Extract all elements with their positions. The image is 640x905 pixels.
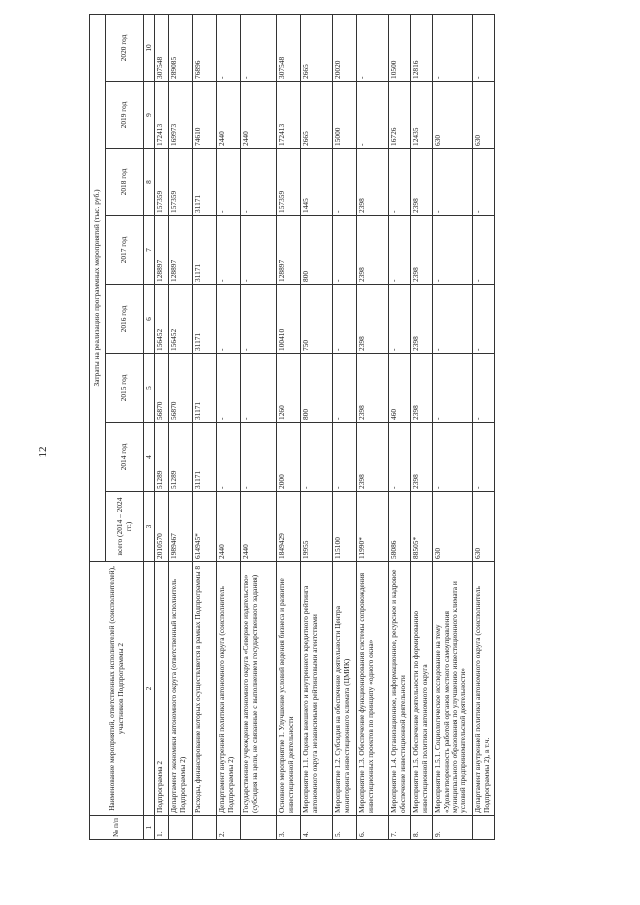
row-year-value: 172413 bbox=[155, 82, 169, 149]
table-row bbox=[241, 14, 277, 839]
row-total-value: 58086 bbox=[389, 492, 411, 562]
row-year-value: 630 bbox=[473, 82, 495, 149]
row-year-value: 1445 bbox=[301, 149, 333, 216]
row-number: 3. bbox=[277, 816, 301, 840]
row-number: 4. bbox=[301, 816, 333, 840]
row-number: 2. bbox=[217, 816, 241, 840]
header-year-total: всего (2014 – 2024 гг.) bbox=[106, 492, 144, 562]
row-year-value: 128897 bbox=[169, 216, 193, 285]
row-year-value: 12816 bbox=[411, 14, 433, 81]
row-year-value: - bbox=[473, 285, 495, 354]
header-year: 2017 год bbox=[106, 216, 144, 285]
row-total-value: 115100 bbox=[333, 492, 357, 562]
table-row bbox=[333, 14, 357, 839]
row-name: Расходы, финансирование которых осуществляется в рамках Подпрограммы 8 bbox=[193, 562, 217, 816]
header-name: Наименование мероприятий, ответственных исполнителей (соисполнителей), участников Подпрограммы 2 bbox=[90, 562, 144, 816]
column-number: 3 bbox=[144, 492, 155, 562]
row-year-value: - bbox=[217, 285, 241, 354]
row-year-value: 2398 bbox=[357, 216, 389, 285]
table-row bbox=[433, 14, 473, 839]
row-year-value: 74610 bbox=[193, 82, 217, 149]
row-year-value: - bbox=[389, 216, 411, 285]
row-year-value: - bbox=[333, 285, 357, 354]
row-name: Мероприятие 1.1. Оценка внешнего и внутреннего кредитного рейтинга автономного округа независимыми рейтинговыми агентствами bbox=[301, 562, 333, 816]
row-total-value: 630 bbox=[433, 492, 473, 562]
row-name: Мероприятие 1.5.1. Социологическое исследование на тему «Удовлетворенность работой органов местного самоуправления муниципального образования по улучшению инвестиционного климата и условий предпринимательской деятельности» bbox=[433, 562, 473, 816]
row-total-value: 1989467 bbox=[169, 492, 193, 562]
row-year-value: 100410 bbox=[277, 285, 301, 354]
row-year-value: - bbox=[241, 216, 277, 285]
table-row bbox=[169, 14, 193, 839]
header-no: № п/п bbox=[90, 816, 144, 840]
row-year-value: - bbox=[301, 423, 333, 492]
header-year: 2018 год bbox=[106, 149, 144, 216]
row-year-value: 460 bbox=[389, 354, 411, 423]
row-year-value: - bbox=[217, 14, 241, 81]
row-total-value: 88505* bbox=[411, 492, 433, 562]
row-year-value: - bbox=[389, 423, 411, 492]
row-year-value: 128897 bbox=[277, 216, 301, 285]
row-total-value: 2010570 bbox=[155, 492, 169, 562]
row-year-value: - bbox=[333, 354, 357, 423]
row-year-value: - bbox=[241, 14, 277, 81]
row-year-value: 31171 bbox=[193, 285, 217, 354]
row-year-value: - bbox=[433, 354, 473, 423]
column-number: 8 bbox=[144, 149, 155, 216]
table-row bbox=[357, 14, 389, 839]
row-year-value: 2665 bbox=[301, 14, 333, 81]
row-year-value: 2398 bbox=[357, 423, 389, 492]
row-year-value: - bbox=[217, 149, 241, 216]
row-year-value: 2440 bbox=[241, 82, 277, 149]
row-year-value: 128897 bbox=[155, 216, 169, 285]
header-year: 2019 год bbox=[106, 82, 144, 149]
row-number: 7. bbox=[389, 816, 411, 840]
row-year-value: 800 bbox=[301, 216, 333, 285]
row-year-value: 2440 bbox=[217, 82, 241, 149]
row-year-value: - bbox=[217, 216, 241, 285]
row-name: Департамент экономики автономного округа (ответственный исполнитель Подпрограммы 2) bbox=[169, 562, 193, 816]
row-name: Мероприятие 1.5. Обеспечение деятельности по формированию инвестиционной политики автономного округа bbox=[411, 562, 433, 816]
row-name: Мероприятие 1.2. Субсидия на обеспечение деятельности Центра мониторинга инвестиционного климата (ЦМИК) bbox=[333, 562, 357, 816]
column-number: 4 bbox=[144, 423, 155, 492]
row-number: 8. bbox=[411, 816, 433, 840]
header-costs: Затраты на реализацию программных мероприятий (тыс. руб.) bbox=[90, 14, 106, 561]
row-year-value: 2665 bbox=[301, 82, 333, 149]
row-year-value: - bbox=[241, 285, 277, 354]
row-year-value: - bbox=[357, 82, 389, 149]
row-year-value: - bbox=[241, 423, 277, 492]
row-year-value: 307548 bbox=[155, 14, 169, 81]
column-number: 2 bbox=[144, 562, 155, 816]
table-row bbox=[389, 14, 411, 839]
row-year-value: 76896 bbox=[193, 14, 217, 81]
row-total-value: 630 bbox=[473, 492, 495, 562]
row-year-value: - bbox=[473, 423, 495, 492]
header-year: 2014 год bbox=[106, 423, 144, 492]
row-year-value: 307548 bbox=[277, 14, 301, 81]
row-total-value: 1849429 bbox=[277, 492, 301, 562]
row-total-value: 2440 bbox=[217, 492, 241, 562]
row-year-value: 51289 bbox=[169, 423, 193, 492]
row-year-value: - bbox=[333, 423, 357, 492]
row-year-value: - bbox=[473, 14, 495, 81]
row-number: 6. bbox=[357, 816, 389, 840]
row-name: Подпрограмма 2 bbox=[155, 562, 169, 816]
row-year-value: - bbox=[433, 285, 473, 354]
header-year: 2015 год bbox=[106, 354, 144, 423]
row-year-value: 2398 bbox=[411, 216, 433, 285]
row-year-value: 15000 bbox=[333, 82, 357, 149]
row-number: 9. bbox=[433, 816, 473, 840]
column-number: 1 bbox=[144, 816, 155, 840]
column-number: 7 bbox=[144, 216, 155, 285]
column-number: 5 bbox=[144, 354, 155, 423]
header-year: 2016 год bbox=[106, 285, 144, 354]
table-row bbox=[473, 14, 495, 839]
row-name: Основное мероприятие 1. Улучшение условий ведения бизнеса и развитие инвестиционной деятельности bbox=[277, 562, 301, 816]
row-number bbox=[473, 816, 495, 840]
row-total-value: 614945* bbox=[193, 492, 217, 562]
table-row bbox=[277, 14, 301, 839]
row-name: Мероприятие 1.3. Обеспечение функционирования системы сопровождения инвестиционных проектов по принципу «одного окна» bbox=[357, 562, 389, 816]
header-year: 2020 год bbox=[106, 14, 144, 81]
row-year-value: 157359 bbox=[169, 149, 193, 216]
row-year-value: - bbox=[433, 216, 473, 285]
row-year-value: 31171 bbox=[193, 354, 217, 423]
row-year-value: 2000 bbox=[277, 423, 301, 492]
row-year-value: 156452 bbox=[169, 285, 193, 354]
row-number bbox=[193, 816, 217, 840]
table-row bbox=[411, 14, 433, 839]
row-year-value: - bbox=[241, 149, 277, 216]
column-numbers-row bbox=[144, 14, 155, 839]
row-total-value: 19955 bbox=[301, 492, 333, 562]
row-year-value: 12435 bbox=[411, 82, 433, 149]
row-year-value: 51289 bbox=[155, 423, 169, 492]
page-number: 12 bbox=[37, 446, 49, 458]
row-year-value: 800 bbox=[301, 354, 333, 423]
row-year-value: - bbox=[473, 354, 495, 423]
row-year-value: 31171 bbox=[193, 423, 217, 492]
row-year-value: - bbox=[433, 149, 473, 216]
column-number: 6 bbox=[144, 285, 155, 354]
row-year-value: 630 bbox=[433, 82, 473, 149]
row-year-value: - bbox=[433, 423, 473, 492]
row-year-value: 750 bbox=[301, 285, 333, 354]
row-name: Департамент внутренней политики автономного округа (соисполнитель Подпрограммы 2) bbox=[217, 562, 241, 816]
row-year-value: - bbox=[333, 216, 357, 285]
row-year-value: - bbox=[389, 285, 411, 354]
row-year-value: 56870 bbox=[169, 354, 193, 423]
row-total-value: 2440 bbox=[241, 492, 277, 562]
row-year-value: 56870 bbox=[155, 354, 169, 423]
row-year-value: 2398 bbox=[357, 354, 389, 423]
row-year-value: 172413 bbox=[277, 82, 301, 149]
row-name: Департамент внутренней политики автономного округа (соисполнитель Подпрограммы 2), в т.ч. bbox=[473, 562, 495, 816]
row-year-value: - bbox=[357, 14, 389, 81]
rotated-page-content bbox=[89, 15, 557, 840]
column-number: 9 bbox=[144, 82, 155, 149]
row-year-value: 16726 bbox=[389, 82, 411, 149]
row-year-value: 157359 bbox=[277, 149, 301, 216]
row-year-value: 156452 bbox=[155, 285, 169, 354]
row-year-value: 31171 bbox=[193, 216, 217, 285]
row-number bbox=[169, 816, 193, 840]
row-name: Мероприятие 1.4. Организационное, информационное, ресурсное и кадровое обеспечение инвестиционной деятельности bbox=[389, 562, 411, 816]
row-year-value: - bbox=[389, 149, 411, 216]
row-name: Государственное учреждение автономного округа «Северное издательство» (субсидия на цели, не связанные с выполнением государственного задания) bbox=[241, 562, 277, 816]
table-row bbox=[193, 14, 217, 839]
row-year-value: 2398 bbox=[357, 285, 389, 354]
row-total-value: 11990* bbox=[357, 492, 389, 562]
row-year-value: 2398 bbox=[411, 354, 433, 423]
row-year-value: 2398 bbox=[411, 149, 433, 216]
row-number bbox=[241, 816, 277, 840]
table-row bbox=[155, 14, 169, 839]
row-year-value: 169973 bbox=[169, 82, 193, 149]
row-year-value: 289085 bbox=[169, 14, 193, 81]
row-year-value: - bbox=[473, 216, 495, 285]
row-year-value: 10500 bbox=[389, 14, 411, 81]
row-year-value: - bbox=[217, 423, 241, 492]
row-year-value: - bbox=[433, 14, 473, 81]
row-year-value: 2398 bbox=[411, 285, 433, 354]
column-number: 10 bbox=[144, 14, 155, 81]
row-number: 5. bbox=[333, 816, 357, 840]
row-year-value: 157359 bbox=[155, 149, 169, 216]
row-number: 1. bbox=[155, 816, 169, 840]
row-year-value: 20020 bbox=[333, 14, 357, 81]
program-costs-table bbox=[89, 14, 495, 840]
table-row bbox=[301, 14, 333, 839]
row-year-value: 1260 bbox=[277, 354, 301, 423]
row-year-value: - bbox=[241, 354, 277, 423]
row-year-value: 2398 bbox=[357, 149, 389, 216]
row-year-value: 31171 bbox=[193, 149, 217, 216]
row-year-value: - bbox=[473, 149, 495, 216]
row-year-value: - bbox=[217, 354, 241, 423]
table-row bbox=[217, 14, 241, 839]
row-year-value: - bbox=[333, 149, 357, 216]
row-year-value: 2398 bbox=[411, 423, 433, 492]
